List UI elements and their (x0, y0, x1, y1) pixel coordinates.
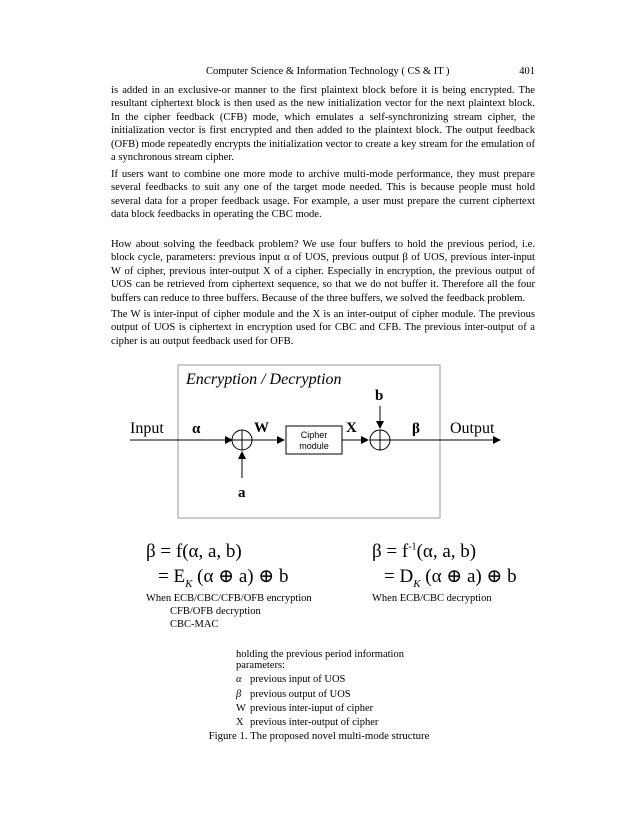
eq-left-sub: K (185, 577, 193, 590)
w-label: W (254, 420, 269, 436)
input-label: Input (130, 420, 164, 437)
x-label: X (346, 420, 357, 436)
eq-left-rest: (α ⊕ a) ⊕ b (197, 566, 289, 587)
eq-right-line2 (384, 565, 517, 590)
legend-sym: X (236, 717, 244, 729)
eq-left-line2 (158, 565, 289, 590)
paragraph-4: The W is inter-input of cipher module and the X is an inter-output of cipher module. The previous output of UOS is ciphertext in encryption used for CBC and CFB. The previous inter-output of a cipher is au output feedback used for OFB. (111, 309, 535, 347)
beta-label: β (412, 421, 420, 437)
legend-sym: α (236, 674, 242, 686)
alpha-label: α (192, 421, 201, 437)
eq-right-args: (α, a, b) (416, 541, 477, 562)
legend-text: previous input of UOS (250, 674, 346, 686)
legend-item-beta (236, 688, 404, 702)
eq-right-sup: -1 (408, 541, 417, 553)
parameter-legend (236, 648, 404, 730)
figure-caption: Figure 1. The proposed novel multi-mode structure (208, 730, 430, 742)
legend-item-w (236, 702, 404, 716)
legend-sym: β (236, 688, 242, 700)
eq-right-f: β = f (372, 541, 409, 562)
a-label: a (238, 485, 246, 501)
block-diagram (0, 360, 638, 560)
eq-right-rest: (α ⊕ a) ⊕ b (425, 566, 517, 587)
box-title: Encryption / Decryption (186, 371, 342, 388)
eq-right-line1 (372, 541, 476, 563)
cipher-line2: module (299, 441, 329, 451)
eq-left-e: = E (158, 566, 186, 587)
legend-heading-1: holding the previous period information (236, 649, 404, 660)
eq-right-sub: K (413, 577, 421, 590)
legend-heading-2: parameters: (236, 660, 285, 672)
left-note-3: CBC-MAC (170, 619, 219, 630)
legend-text: previous output of UOS (250, 688, 351, 700)
cipher-line1: Cipher (300, 430, 328, 440)
diagram-canvas (0, 360, 638, 560)
legend-item-alpha (236, 673, 404, 687)
right-note: When ECB/CBC decryption (372, 593, 492, 604)
output-label: Output (450, 420, 495, 437)
page-number: 401 (519, 66, 535, 77)
legend-text: previous inter-iuput of cipher (250, 702, 374, 714)
paragraph-2: If users want to combine one more mode to archive multi-mode performance, they must prepare several feedbacks to suit any one of the target mode needed. This is because people must hold several data for a proper feedback usage. For example, a user must prepare the current ciphertext data block feedbacks in operating the CBC mode. (111, 169, 535, 221)
paragraph-3: How about solving the feedback problem? We use four buffers to hold the previous period, i.e. block cycle, parameters: previous input α of UOS, previous output β of UOS, previous inter-input W of cipher, previous inter-output X of a cipher. Especially in encryption, the previous output of UOS can be retrieved from ciphertext sequence, so that we do not buffer it. Therefore all the four buffers can reduce to three buffers. Because of the three buffers, we solved the feedback problem. (111, 239, 535, 304)
running-title: Computer Science & Information Technology ( CS & IT ) (206, 66, 450, 77)
left-note-2: CFB/OFB decryption (170, 606, 261, 617)
paragraph-1: is added in an exclusive-or manner to the first plaintext block before it is being encrypted. The resultant ciphertext block is then used as the new initialization vector for the next plaintext block. In the cipher feedback (CFB) mode, which emulates a self-synchronizing stream cipher, the initialization vector is first encrypted and then added to the plaintext block. The output feedback (OFB) mode repeatedly encrypts the initialization vector to create a key stream for the emulation of a synchronous stream cipher. (111, 85, 535, 164)
legend-item-x (236, 716, 404, 730)
legend-sym: W (236, 702, 246, 714)
eq-right-d: = D (384, 566, 414, 587)
b-label: b (375, 388, 384, 404)
eq-left-line1: β = f(α, a, b) (146, 541, 242, 562)
left-note-1: When ECB/CBC/CFB/OFB encryption (146, 593, 312, 604)
legend-text: previous inter-output of cipher (250, 717, 379, 729)
